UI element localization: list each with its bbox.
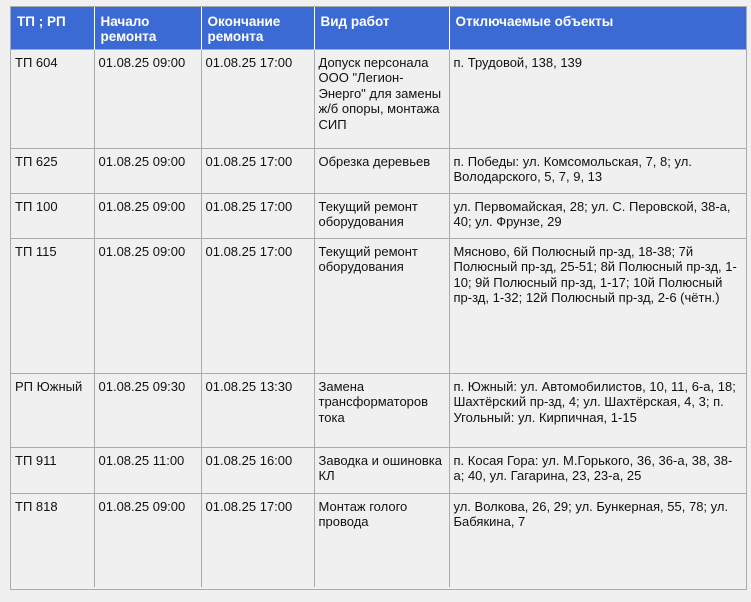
outage-table-container bbox=[10, 6, 747, 590]
table-row bbox=[11, 447, 746, 493]
cell-end: 01.08.25 17:00 bbox=[201, 148, 314, 193]
cell-end: 01.08.25 17:00 bbox=[201, 238, 314, 373]
cell-work: Допуск персонала ООО "Легион-Энерго" для замены ж/б опоры, монтажа СИП bbox=[314, 49, 449, 148]
cell-station: ТП 625 bbox=[11, 148, 94, 193]
cell-objects: п. Косая Гора: ул. М.Горького, 36, 36-а, 38, 38-а; 40, ул. Гагарина, 23, 23-а, 25 bbox=[449, 447, 746, 493]
cell-objects: ул. Волкова, 26, 29; ул. Бункерная, 55, 78; ул. Бабякина, 7 bbox=[449, 493, 746, 587]
cell-objects: ул. Первомайская, 28; ул. С. Перовской, 38-а, 40; ул. Фрунзе, 29 bbox=[449, 193, 746, 238]
cell-station: ТП 100 bbox=[11, 193, 94, 238]
header-start: Начало ремонта bbox=[94, 7, 201, 49]
header-objects: Отключаемые объекты bbox=[449, 7, 746, 49]
cell-start: 01.08.25 09:00 bbox=[94, 238, 201, 373]
header-station: ТП ; РП bbox=[11, 7, 94, 49]
cell-work: Замена трансформаторов тока bbox=[314, 373, 449, 447]
table-row bbox=[11, 148, 746, 193]
cell-station: ТП 604 bbox=[11, 49, 94, 148]
cell-work: Обрезка деревьев bbox=[314, 148, 449, 193]
cell-work: Монтаж голого провода bbox=[314, 493, 449, 587]
header-work: Вид работ bbox=[314, 7, 449, 49]
cell-start: 01.08.25 09:00 bbox=[94, 49, 201, 148]
cell-work: Текущий ремонт оборудования bbox=[314, 238, 449, 373]
cell-objects: п. Победы: ул. Комсомольская, 7, 8; ул. Володарского, 5, 7, 9, 13 bbox=[449, 148, 746, 193]
cell-objects: Мясново, 6й Полюсный пр-зд, 18-38; 7й Полюсный пр-зд, 25-51; 8й Полюсный пр-зд, 1-10; 9й Полюсный пр-зд, 1-17; 10й Полюсный пр-зд, 1-32; 12й Полюсный пр-зд, 2-6 (чётн.) bbox=[449, 238, 746, 373]
outage-schedule-table bbox=[11, 7, 746, 587]
header-row bbox=[11, 7, 746, 49]
cell-start: 01.08.25 09:30 bbox=[94, 373, 201, 447]
cell-start: 01.08.25 09:00 bbox=[94, 148, 201, 193]
table-body bbox=[11, 49, 746, 587]
cell-work: Текущий ремонт оборудования bbox=[314, 193, 449, 238]
cell-start: 01.08.25 09:00 bbox=[94, 193, 201, 238]
cell-work: Заводка и ошиновка КЛ bbox=[314, 447, 449, 493]
cell-station: ТП 818 bbox=[11, 493, 94, 587]
table-row bbox=[11, 493, 746, 587]
cell-start: 01.08.25 09:00 bbox=[94, 493, 201, 587]
cell-end: 01.08.25 17:00 bbox=[201, 493, 314, 587]
cell-objects: п. Южный: ул. Автомобилистов, 10, 11, 6-а, 18; Шахтёрский пр-зд, 4; ул. Шахтёрская, 4, 3; п. Угольный: ул. Кирпичная, 1-15 bbox=[449, 373, 746, 447]
cell-end: 01.08.25 16:00 bbox=[201, 447, 314, 493]
table-row bbox=[11, 49, 746, 148]
cell-objects: п. Трудовой, 138, 139 bbox=[449, 49, 746, 148]
cell-start: 01.08.25 11:00 bbox=[94, 447, 201, 493]
table-row bbox=[11, 193, 746, 238]
table-row bbox=[11, 238, 746, 373]
table-row bbox=[11, 373, 746, 447]
table-header bbox=[11, 7, 746, 49]
cell-station: ТП 911 bbox=[11, 447, 94, 493]
cell-end: 01.08.25 17:00 bbox=[201, 49, 314, 148]
cell-station: ТП 115 bbox=[11, 238, 94, 373]
cell-station: РП Южный bbox=[11, 373, 94, 447]
header-end: Окончание ремонта bbox=[201, 7, 314, 49]
cell-end: 01.08.25 17:00 bbox=[201, 193, 314, 238]
cell-end: 01.08.25 13:30 bbox=[201, 373, 314, 447]
